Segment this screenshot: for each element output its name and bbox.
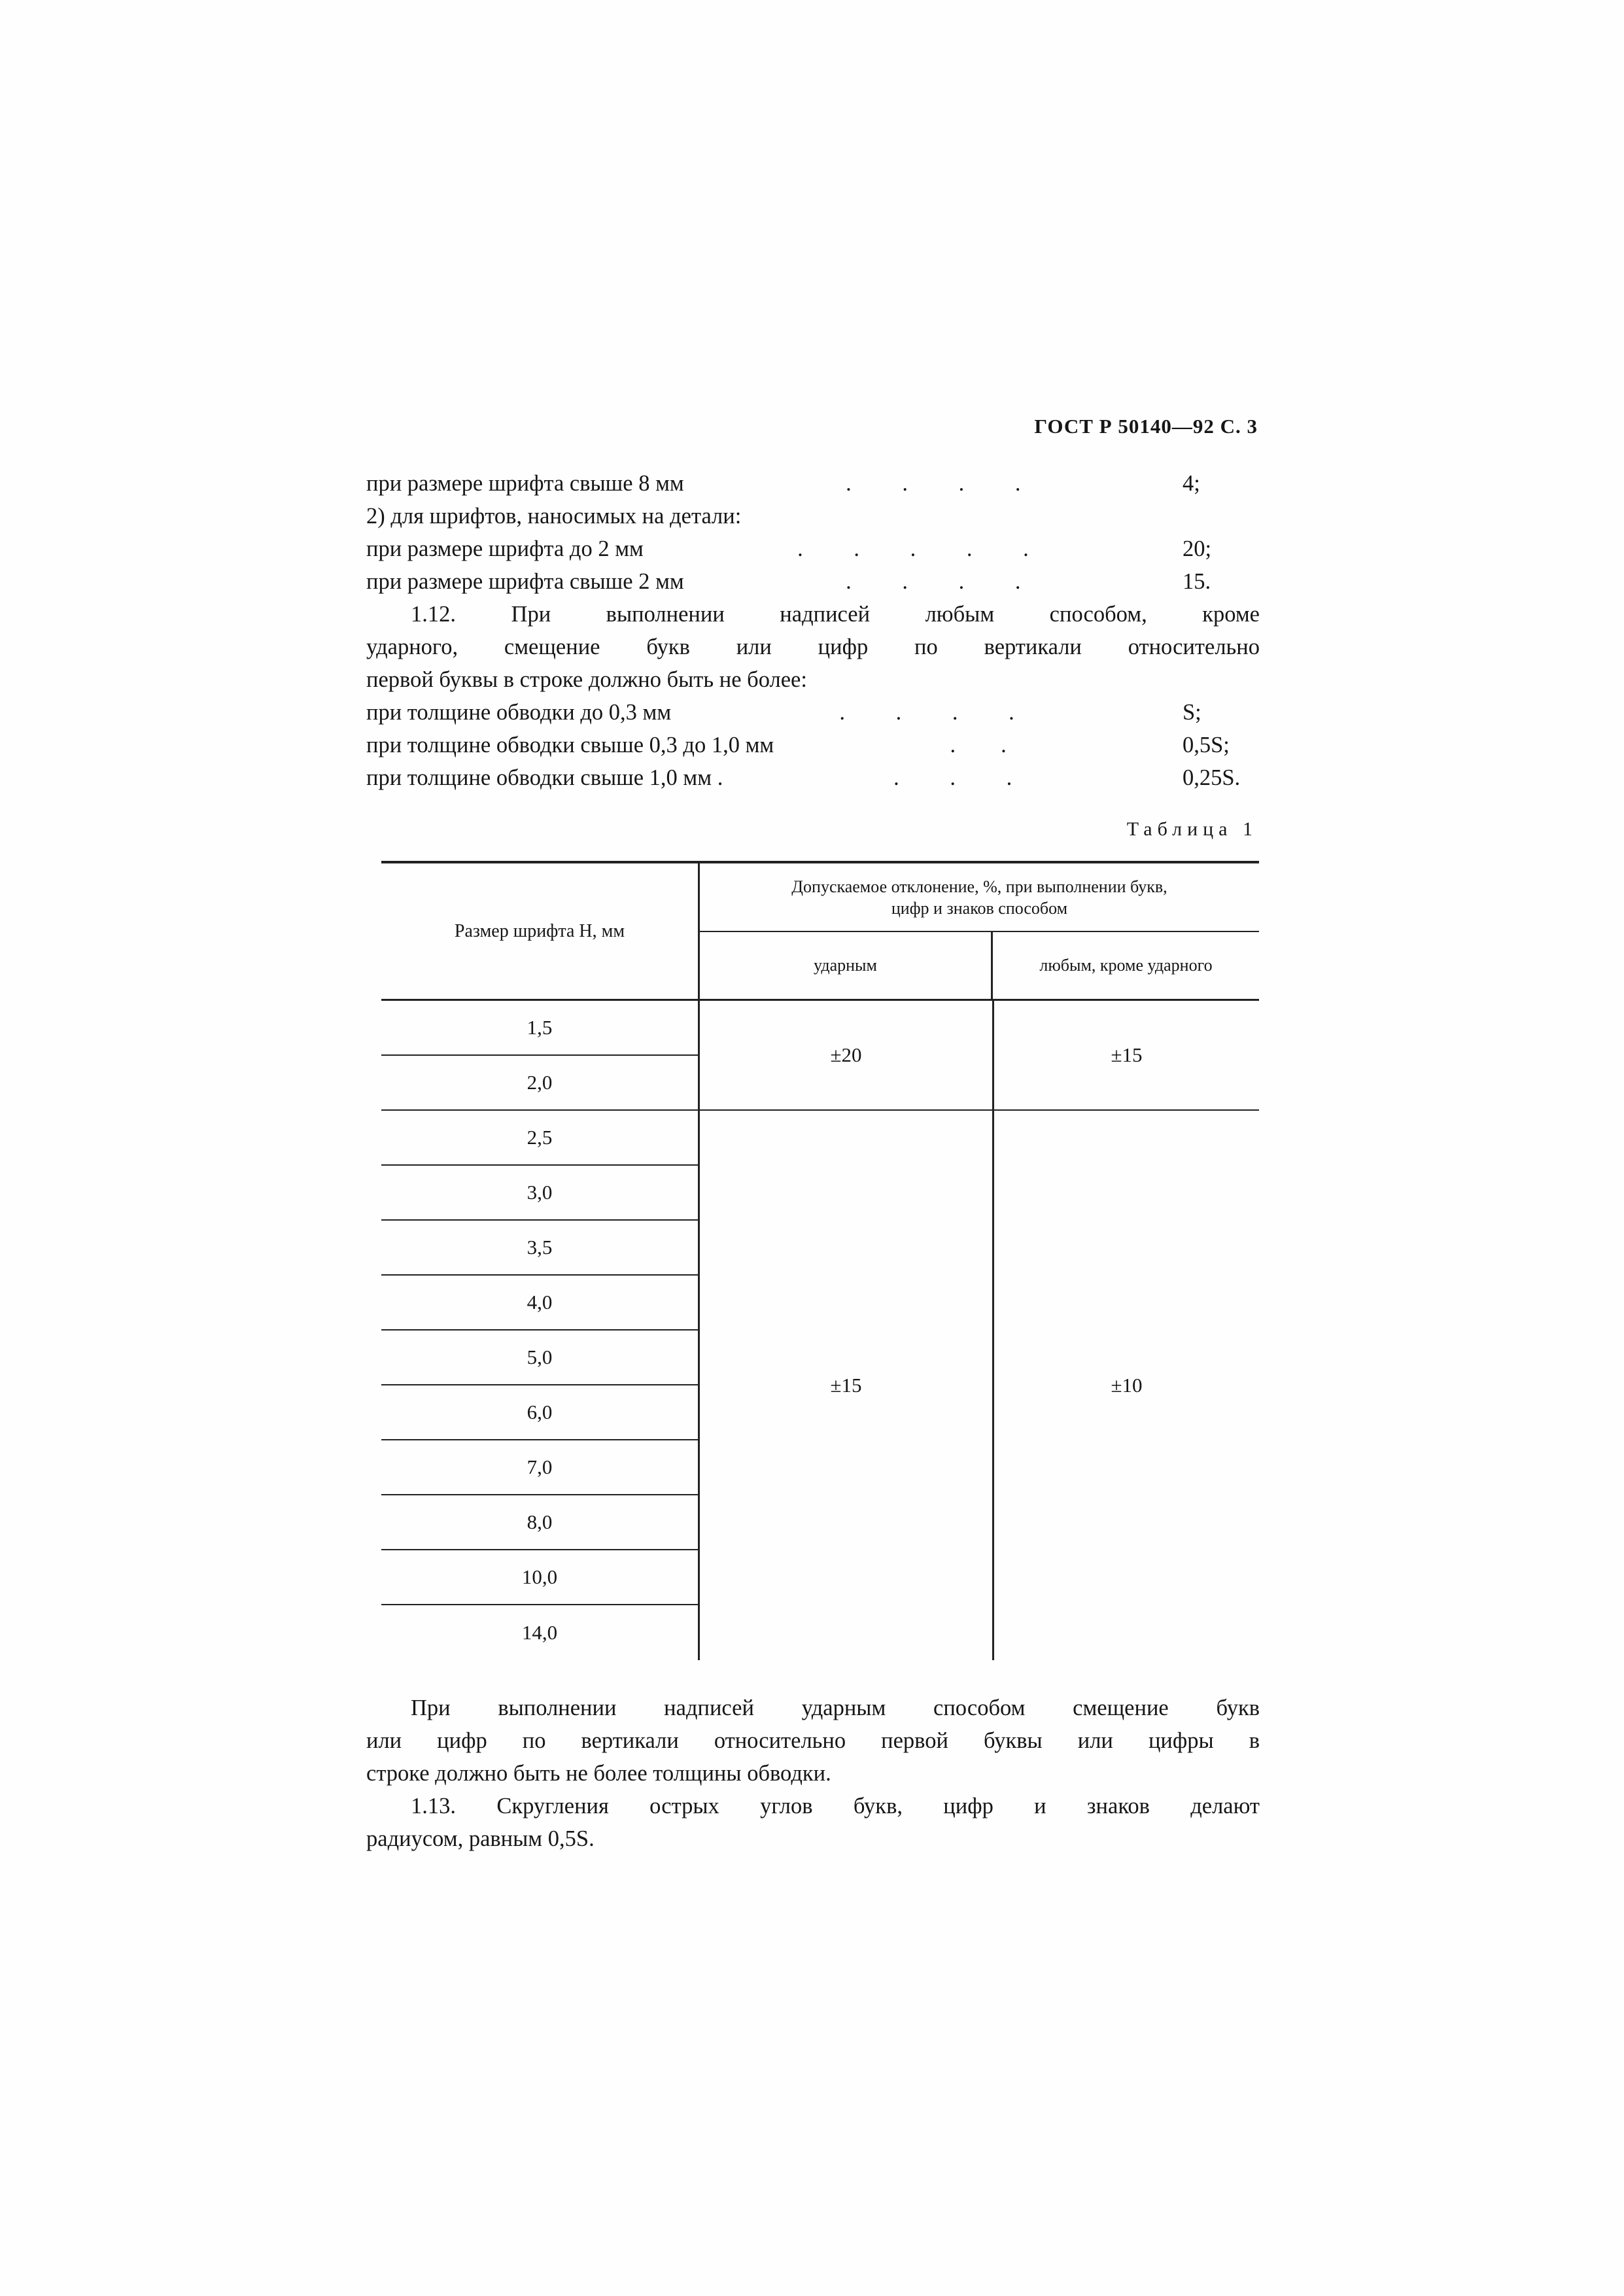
table-size-cell: 2,0 — [381, 1056, 698, 1111]
table-size-cell: 1,5 — [381, 1001, 698, 1056]
text-line: 1.13. Скругления острых углов букв, цифр и знаков делают — [411, 1794, 1260, 1818]
text-line: или цифр по вертикали относительно первой буквы или цифры в — [366, 1728, 1260, 1753]
leader-text: при размере шрифта свыше 2 мм — [366, 569, 684, 594]
table-size-cell: 10,0 — [381, 1550, 698, 1605]
leader-dots: . . . — [893, 765, 1012, 790]
table-1 — [381, 861, 1259, 1660]
table-header-udarnym: ударным — [700, 932, 993, 999]
table-value-udarnym: ±15 — [830, 1374, 862, 1397]
table-header-group — [700, 863, 1259, 932]
table-size-cell: 7,0 — [381, 1440, 698, 1495]
text-line: ударного, смещение букв или цифр по вертикали относительно — [366, 635, 1260, 659]
leader-dots: . . . . — [839, 700, 1014, 725]
table-header-lyubym: любым, кроме ударного — [1039, 956, 1213, 975]
leader-value: S; — [1183, 700, 1201, 725]
leader-text: при толщине обводки до 0,3 мм — [366, 700, 672, 725]
table-header-group-line1: Допускаемое отклонение, %, при выполнении букв, — [791, 877, 1167, 896]
table-value-lyubym: ±10 — [1111, 1374, 1143, 1397]
table-header-group-line2: цифр и знаков способом — [891, 898, 1068, 918]
leader-value: 20; — [1183, 536, 1212, 561]
text-line: 1.12. При выполнении надписей любым способом, кроме — [411, 602, 1260, 627]
table-size-cell: 2,5 — [381, 1111, 698, 1166]
text-line: 2) для шрифтов, наносимых на детали: — [366, 504, 742, 529]
table-header — [381, 863, 1259, 1001]
leader-text: при размере шрифта свыше 8 мм — [366, 471, 684, 496]
table-size-cell: 4,0 — [381, 1276, 698, 1331]
text-line — [366, 565, 1260, 598]
table-value-udarnym: ±20 — [700, 1001, 992, 1111]
text-line — [366, 729, 1260, 761]
text-line — [366, 532, 1260, 565]
leader-text: при размере шрифта до 2 мм — [366, 536, 644, 561]
text-line: радиусом, равным 0,5S. — [366, 1826, 595, 1851]
body-text-top — [366, 467, 1260, 794]
table-column-sizes — [381, 1001, 700, 1660]
text-line: При выполнении надписей ударным способом смещение букв — [411, 1696, 1260, 1720]
leader-dots: . . . . — [846, 471, 1021, 496]
leader-value: 0,25S. — [1183, 765, 1241, 790]
table-header-size: Размер шрифта Н, мм — [381, 863, 700, 999]
text-line — [366, 467, 1260, 500]
leader-dots: . . . . . — [797, 536, 1029, 561]
leader-value: 15. — [1183, 569, 1211, 594]
table-size-cell: 6,0 — [381, 1385, 698, 1440]
leader-text: при толщине обводки свыше 1,0 мм . — [366, 765, 723, 790]
table-subheader-row — [700, 932, 1259, 999]
table-size-cell: 5,0 — [381, 1331, 698, 1385]
table-caption: Таблица 1 — [1126, 818, 1258, 840]
table-size-cell: 14,0 — [521, 1621, 558, 1644]
table-size-cell: 3,0 — [381, 1166, 698, 1221]
leader-value: 0,5S; — [1183, 733, 1230, 757]
text-line — [366, 761, 1260, 794]
table-column-lyubym — [994, 1001, 1259, 1660]
table-value-lyubym: ±15 — [994, 1001, 1259, 1111]
table-size-cell: 8,0 — [381, 1495, 698, 1550]
leader-dots: . . — [950, 733, 1007, 757]
table-body — [381, 1001, 1259, 1660]
page-number-header: ГОСТ Р 50140—92 С. 3 — [1034, 415, 1258, 438]
leader-value: 4; — [1183, 471, 1200, 496]
leader-dots: . . . . — [846, 569, 1021, 594]
table-size-cell: 3,5 — [381, 1221, 698, 1276]
text-line — [366, 696, 1260, 729]
text-line: первой буквы в строке должно быть не более: — [366, 667, 807, 692]
table-column-udarnym — [700, 1001, 994, 1660]
body-text-bottom — [366, 1692, 1260, 1855]
leader-text: при толщине обводки свыше 0,3 до 1,0 мм — [366, 733, 774, 757]
text-line: строке должно быть не более толщины обводки. — [366, 1761, 831, 1786]
table-header-right — [700, 863, 1259, 999]
